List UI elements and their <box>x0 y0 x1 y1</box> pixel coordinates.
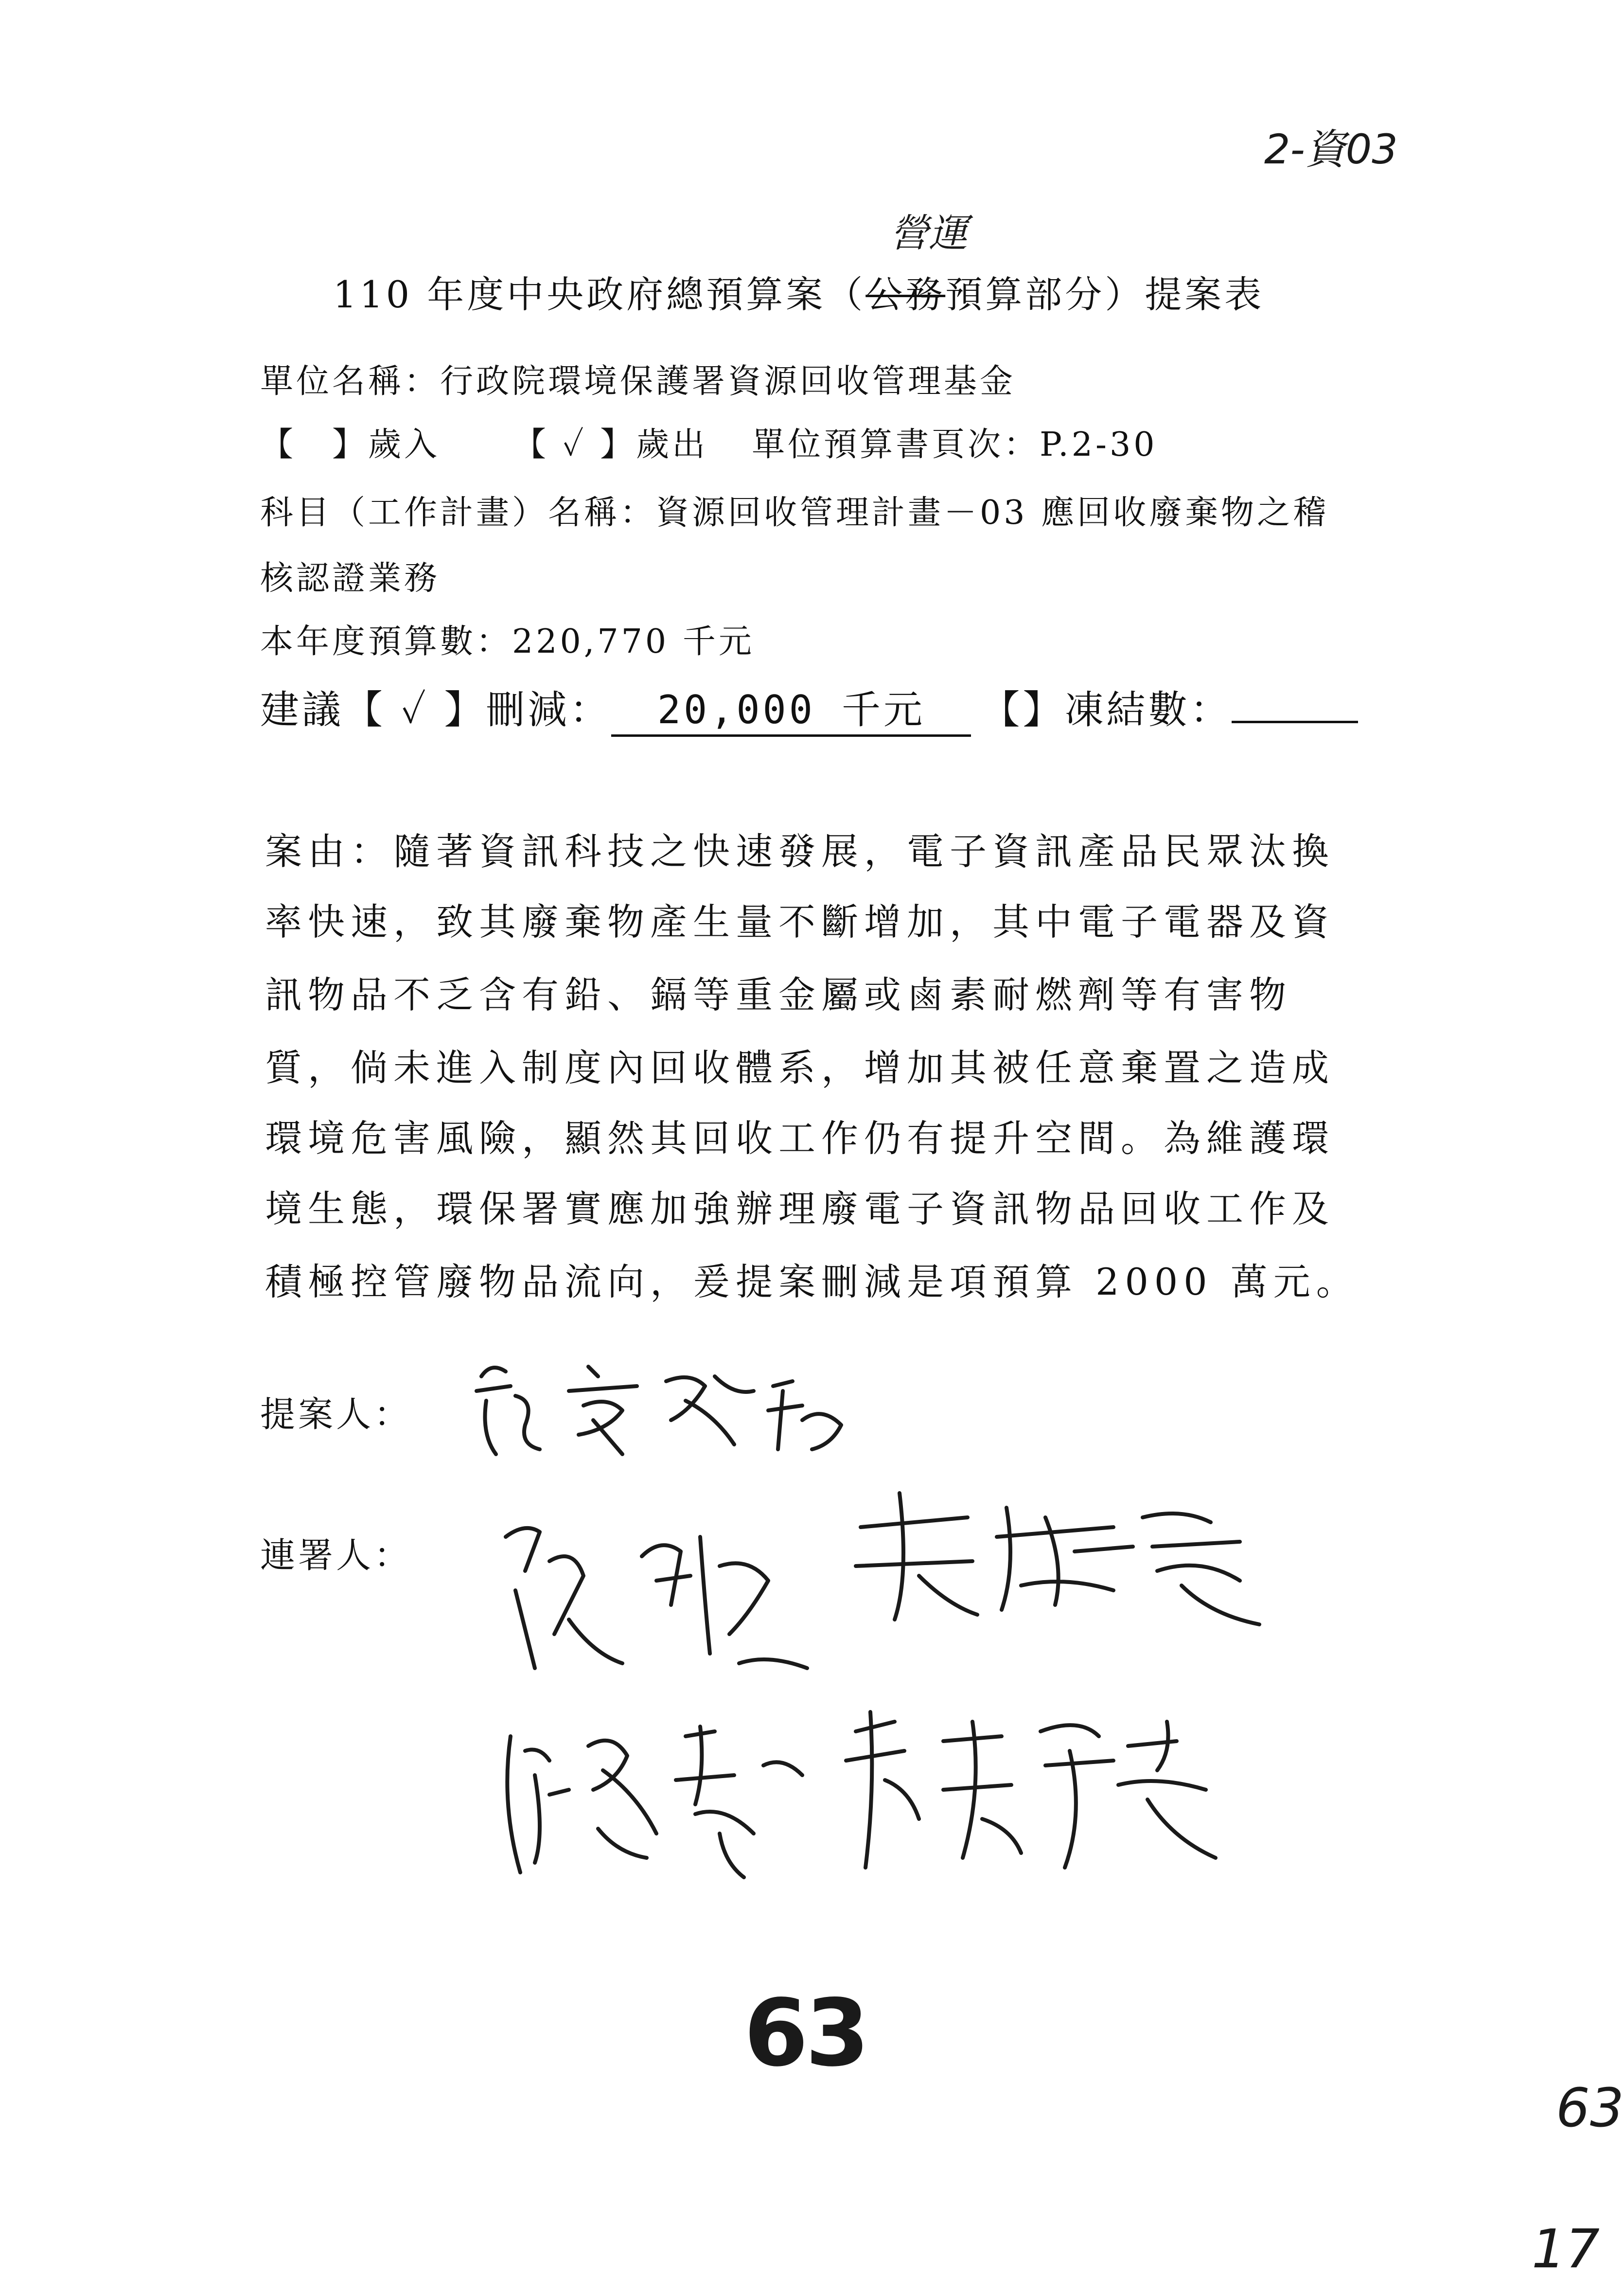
unit-name-line: 單位名稱：行政院環境保護署資源回收管理基金 <box>260 362 1016 401</box>
expense-checkbox: 【 ✓ 】歲出 <box>513 426 708 464</box>
cosigner-signature-4 <box>836 1692 1225 1887</box>
freeze-amount <box>1232 721 1358 723</box>
subject-line-1: 科目（工作計畫）名稱：資源回收管理計畫－03 應回收廢棄物之稽 <box>260 494 1329 532</box>
freeze-label: 【】凍結數： <box>981 687 1232 732</box>
page-number: 63 <box>744 1979 867 2087</box>
cut-amount: 20,000 千元 <box>611 678 971 737</box>
reason-line: 訊物品不乏含有鉛、鎘等重金屬或鹵素耐燃劑等有害物 <box>265 973 1292 1016</box>
proposer-label: 提案人： <box>260 1394 412 1435</box>
cosigner-label: 連署人： <box>260 1535 412 1576</box>
title-prefix: 110 年度中央政府總預算案（ <box>333 273 866 316</box>
title-suffix: 預算部分）提案表 <box>945 273 1265 316</box>
budget-amount-line: 本年度預算數：220,770 千元 <box>260 623 755 661</box>
cosigner-signature-3 <box>491 1707 831 1892</box>
proposal-line <box>260 678 1358 737</box>
margin-number-1: 63 <box>1556 2077 1624 2139</box>
reason-line: 積極控管廢物品流向，爰提案刪減是項預算 2000 萬元。 <box>265 1260 1359 1303</box>
title-struck-word: 公務 <box>865 273 946 316</box>
reason-line: 質，倘未進入制度內回收體系，增加其被任意棄置之造成 <box>265 1046 1335 1089</box>
cosigner-signature-1 <box>496 1508 836 1692</box>
page-title <box>333 265 1264 318</box>
revenue-checkbox: 【 】歲入 <box>260 426 441 464</box>
top-right-annotation: 2-資03 <box>1264 125 1398 173</box>
proposer-signature <box>462 1347 861 1469</box>
margin-number-2: 17 <box>1532 2218 1600 2280</box>
page-reference: 單位預算書頁次：P.2-30 <box>752 426 1158 464</box>
reason-line: 率快速，致其廢棄物產生量不斷增加，其中電子電器及資 <box>265 900 1335 944</box>
reason-line: 案由：隨著資訊科技之快速發展，電子資訊產品民眾汰換 <box>265 830 1335 873</box>
reason-line: 環境危害風險，顯然其回收工作仍有提升空間。為維護環 <box>265 1117 1335 1160</box>
title-correction-annotation: 營運 <box>890 211 968 256</box>
subject-line-2: 核認證業務 <box>260 559 441 598</box>
cosigner-signature-2 <box>841 1478 1279 1639</box>
revenue-expense-line <box>260 418 1157 465</box>
cut-label: 建議【 ✓ 】刪減： <box>260 687 612 732</box>
reason-line: 境生態，環保署實應加強辦理廢電子資訊物品回收工作及 <box>265 1187 1335 1230</box>
